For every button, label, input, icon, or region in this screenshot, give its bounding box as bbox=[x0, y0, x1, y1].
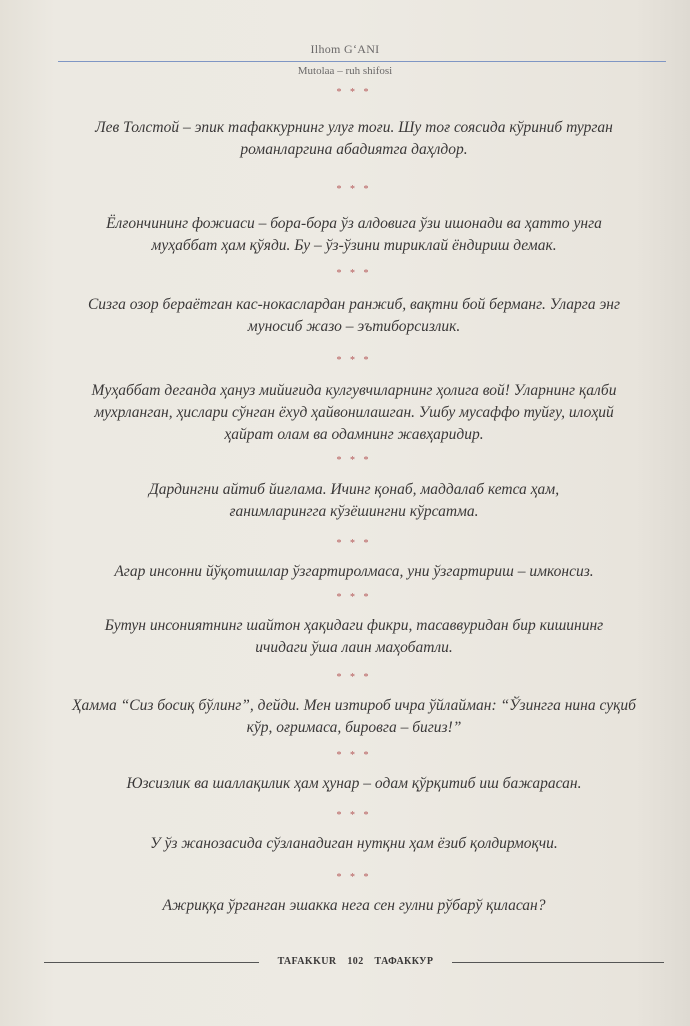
quote-text: Ҳамма “Сиз босиқ бўлинг”, дейди. Мен изтироб ичра ўйлайман: “Ўзингга нина суқиб кўр, оғримаса, бировга – бигиз!” bbox=[72, 697, 636, 736]
quote-item bbox=[70, 454, 638, 523]
footer-rule-left bbox=[44, 962, 259, 963]
quote-text: Бутун инсониятнинг шайтон ҳақидаги фикри, тасаввуридан бир кишининг ичидаги ўша лаин маҳобатли. bbox=[104, 617, 604, 656]
quote-item bbox=[70, 591, 638, 659]
quote-item bbox=[70, 809, 638, 855]
quote-text: Ёлғончининг фожиаси – бора-бора ўз алдовига ўзи ишонади ва ҳатто унга муҳаббат ҳам қўяди. Бу – ўз-ўзини тириклай ёндириш демак. bbox=[106, 215, 602, 254]
separator: * * * bbox=[336, 268, 372, 279]
separator: * * * bbox=[336, 872, 372, 883]
separator: * * * bbox=[336, 538, 372, 549]
footer-text bbox=[259, 954, 452, 970]
header-author: Ilhom G‘ANI bbox=[310, 42, 380, 56]
quote-item bbox=[70, 86, 638, 161]
quote-text: Сизга озор бераётган кас-нокаслардан ранжиб, вақтни бой берманг. Уларга энг муносиб жазо – эътиборсизлик. bbox=[87, 296, 621, 335]
footer-left-label: TAFAKKUR bbox=[277, 956, 337, 967]
quote-text: Дардингни айтиб йиғлама. Ичинг қонаб, маддалаб кетса ҳам, ғанимларингга кўзёшингни кўрсатма. bbox=[148, 481, 560, 520]
separator: * * * bbox=[336, 87, 372, 98]
quote-text: Лев Толстой – эпик тафаккурнинг улуғ тоғи. Шу тоғ соясида кўриниб турган романларгина абадиятга даҳлдор. bbox=[95, 119, 613, 158]
quote-item bbox=[70, 871, 638, 917]
page-footer bbox=[0, 954, 690, 970]
separator: * * * bbox=[336, 184, 372, 195]
separator: * * * bbox=[336, 455, 372, 466]
page-number: 102 bbox=[347, 956, 364, 967]
separator: * * * bbox=[336, 810, 372, 821]
quote-item bbox=[70, 537, 638, 583]
quote-text: Агар инсонни йўқотишлар ўзгартиролмаса, уни ўзгартириш – имконсиз. bbox=[114, 563, 594, 580]
header-divider bbox=[58, 61, 666, 62]
quote-item bbox=[70, 354, 638, 446]
quote-text: Юзсизлик ва шаллақилик ҳам ҳунар – одам қўрқитиб иш бажарасан. bbox=[126, 775, 582, 792]
quote-text: У ўз жанозасида сўзланадиган нутқни ҳам ёзиб қолдирмоқчи. bbox=[150, 835, 558, 852]
quotes-list bbox=[70, 86, 638, 917]
separator: * * * bbox=[336, 672, 372, 683]
separator: * * * bbox=[336, 750, 372, 761]
footer-right-label: ТАФАККУР bbox=[374, 956, 434, 967]
header-subtitle: Mutolaa – ruh shifosi bbox=[297, 65, 393, 77]
separator: * * * bbox=[336, 592, 372, 603]
separator: * * * bbox=[336, 355, 372, 366]
footer-rule-right bbox=[452, 962, 664, 963]
quote-item bbox=[70, 183, 638, 257]
quote-text: Муҳаббат деганда ҳануз мийиғида кулгувчиларнинг ҳолига вой! Уларнинг қалби мухрланган, ҳислари сўнган ёхуд ҳайвонилашган. Ушбу мусаффо туйғу, илоҳий ҳайрат олам ва одамнинг жавҳаридир. bbox=[91, 382, 617, 443]
quote-text: Ажриққа ўрганган эшакка нега сен гулни рўбарў қиласан? bbox=[162, 897, 546, 914]
quote-item bbox=[70, 671, 638, 739]
quote-item bbox=[70, 749, 638, 795]
quote-item bbox=[70, 267, 638, 338]
